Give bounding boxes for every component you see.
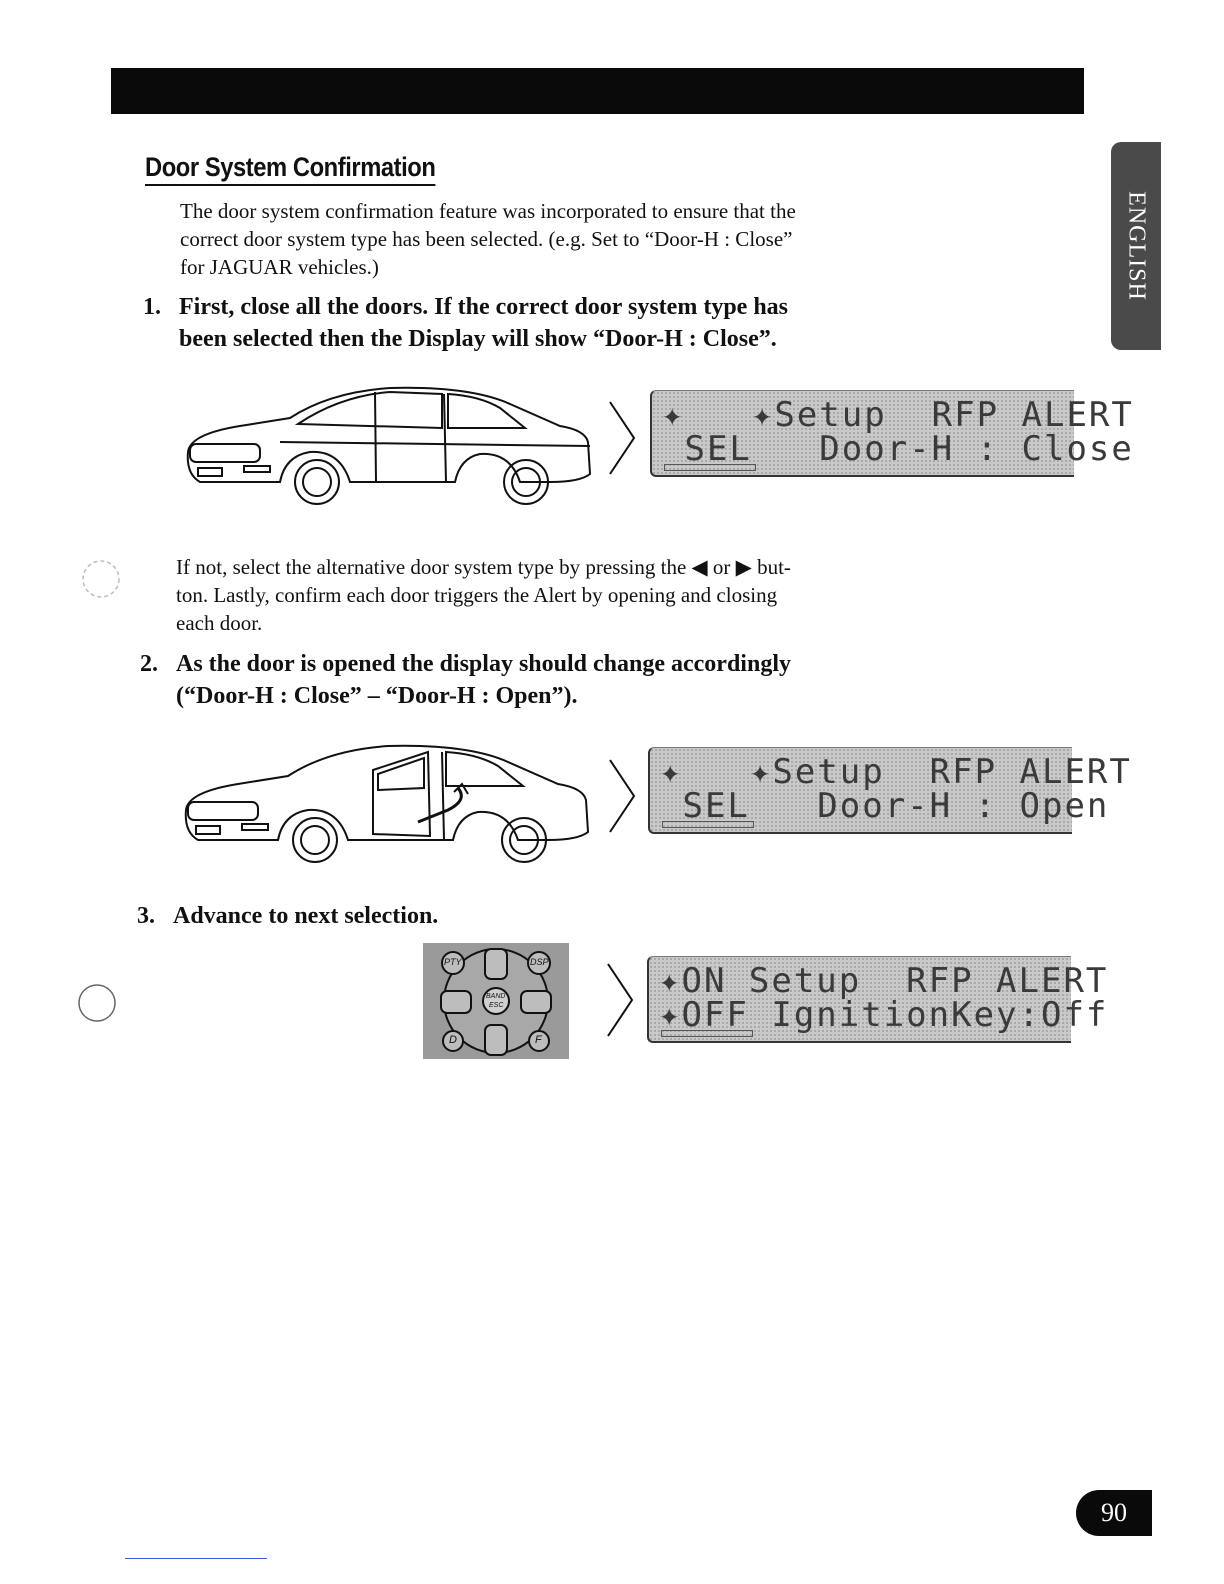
page-number: 90 <box>1076 1490 1152 1536</box>
intro-paragraph <box>180 197 796 281</box>
step-number: 3. <box>137 903 155 929</box>
intro-line: The door system confirmation feature was incorporated to ensure that the <box>180 199 796 223</box>
remote-f-label: F <box>535 1034 542 1046</box>
step-text: been selected then the Display will show “Door-H : Close”. <box>179 326 777 352</box>
remote-pty-label: PTY <box>444 957 462 967</box>
lcd-indicator-bar <box>661 1030 753 1037</box>
lcd-line-2: SEL Door-H : Close <box>662 429 1134 469</box>
step-2 <box>140 648 900 712</box>
intro-line: correct door system type has been selected. (e.g. Set to “Door-H : Close” <box>180 227 793 251</box>
language-tab-label: ENGLISH <box>1123 191 1150 301</box>
binder-hole-mark <box>74 980 120 1026</box>
lcd-line-2: SEL Door-H : Open <box>660 786 1110 826</box>
step-number: 2. <box>140 651 158 677</box>
step-3 <box>137 900 737 932</box>
section-title: Door System Confirmation <box>145 152 435 186</box>
language-tab <box>1111 142 1161 350</box>
note-paragraph <box>176 553 791 637</box>
remote-d-label: D <box>449 1034 457 1046</box>
lcd-line-1: ✦ ✦Setup RFP ALERT <box>660 752 1132 792</box>
car-door-open-illustration <box>178 740 598 875</box>
intro-line: for JAGUAR vehicles.) <box>180 255 379 279</box>
step-number: 1. <box>143 294 161 320</box>
remote-band-label: BAND <box>486 993 506 1000</box>
lcd-display-close <box>650 390 1134 477</box>
note-line: If not, select the alternative door system type by pressing the ◀ or ▶ but- <box>176 555 791 579</box>
note-line: each door. <box>176 611 263 635</box>
remote-esc-label: ESC <box>489 1002 504 1009</box>
car-doors-closed-illustration <box>180 382 600 517</box>
arrow-right-icon <box>608 758 636 834</box>
binder-hole-mark <box>78 556 124 602</box>
bottom-rule <box>125 1558 267 1559</box>
note-line: ton. Lastly, confirm each door triggers the Alert by opening and closing <box>176 583 778 607</box>
lcd-indicator-bar <box>664 464 756 471</box>
lcd-indicator-bar <box>662 821 754 828</box>
step-text: As the door is opened the display should change accordingly <box>176 651 791 677</box>
step-1 <box>143 291 903 355</box>
arrow-right-icon <box>606 962 634 1038</box>
remote-dsp-label: DSP <box>530 957 549 967</box>
lcd-display-open <box>648 747 1132 834</box>
step-text: First, close all the doors. If the correct door system type has <box>179 294 788 320</box>
lcd-line-1: ✦ON Setup RFP ALERT <box>659 961 1109 1001</box>
lcd-display-ignition <box>647 956 1109 1043</box>
step-text: Advance to next selection. <box>173 903 439 929</box>
lcd-line-1: ✦ ✦Setup RFP ALERT <box>662 395 1134 435</box>
lcd-line-2: ✦OFF IgnitionKey:Off <box>659 995 1109 1035</box>
step-text: (“Door-H : Close” – “Door-H : Open”). <box>176 683 578 709</box>
arrow-right-icon <box>608 400 636 476</box>
header-bar <box>111 68 1084 114</box>
remote-control-illustration <box>423 943 569 1059</box>
